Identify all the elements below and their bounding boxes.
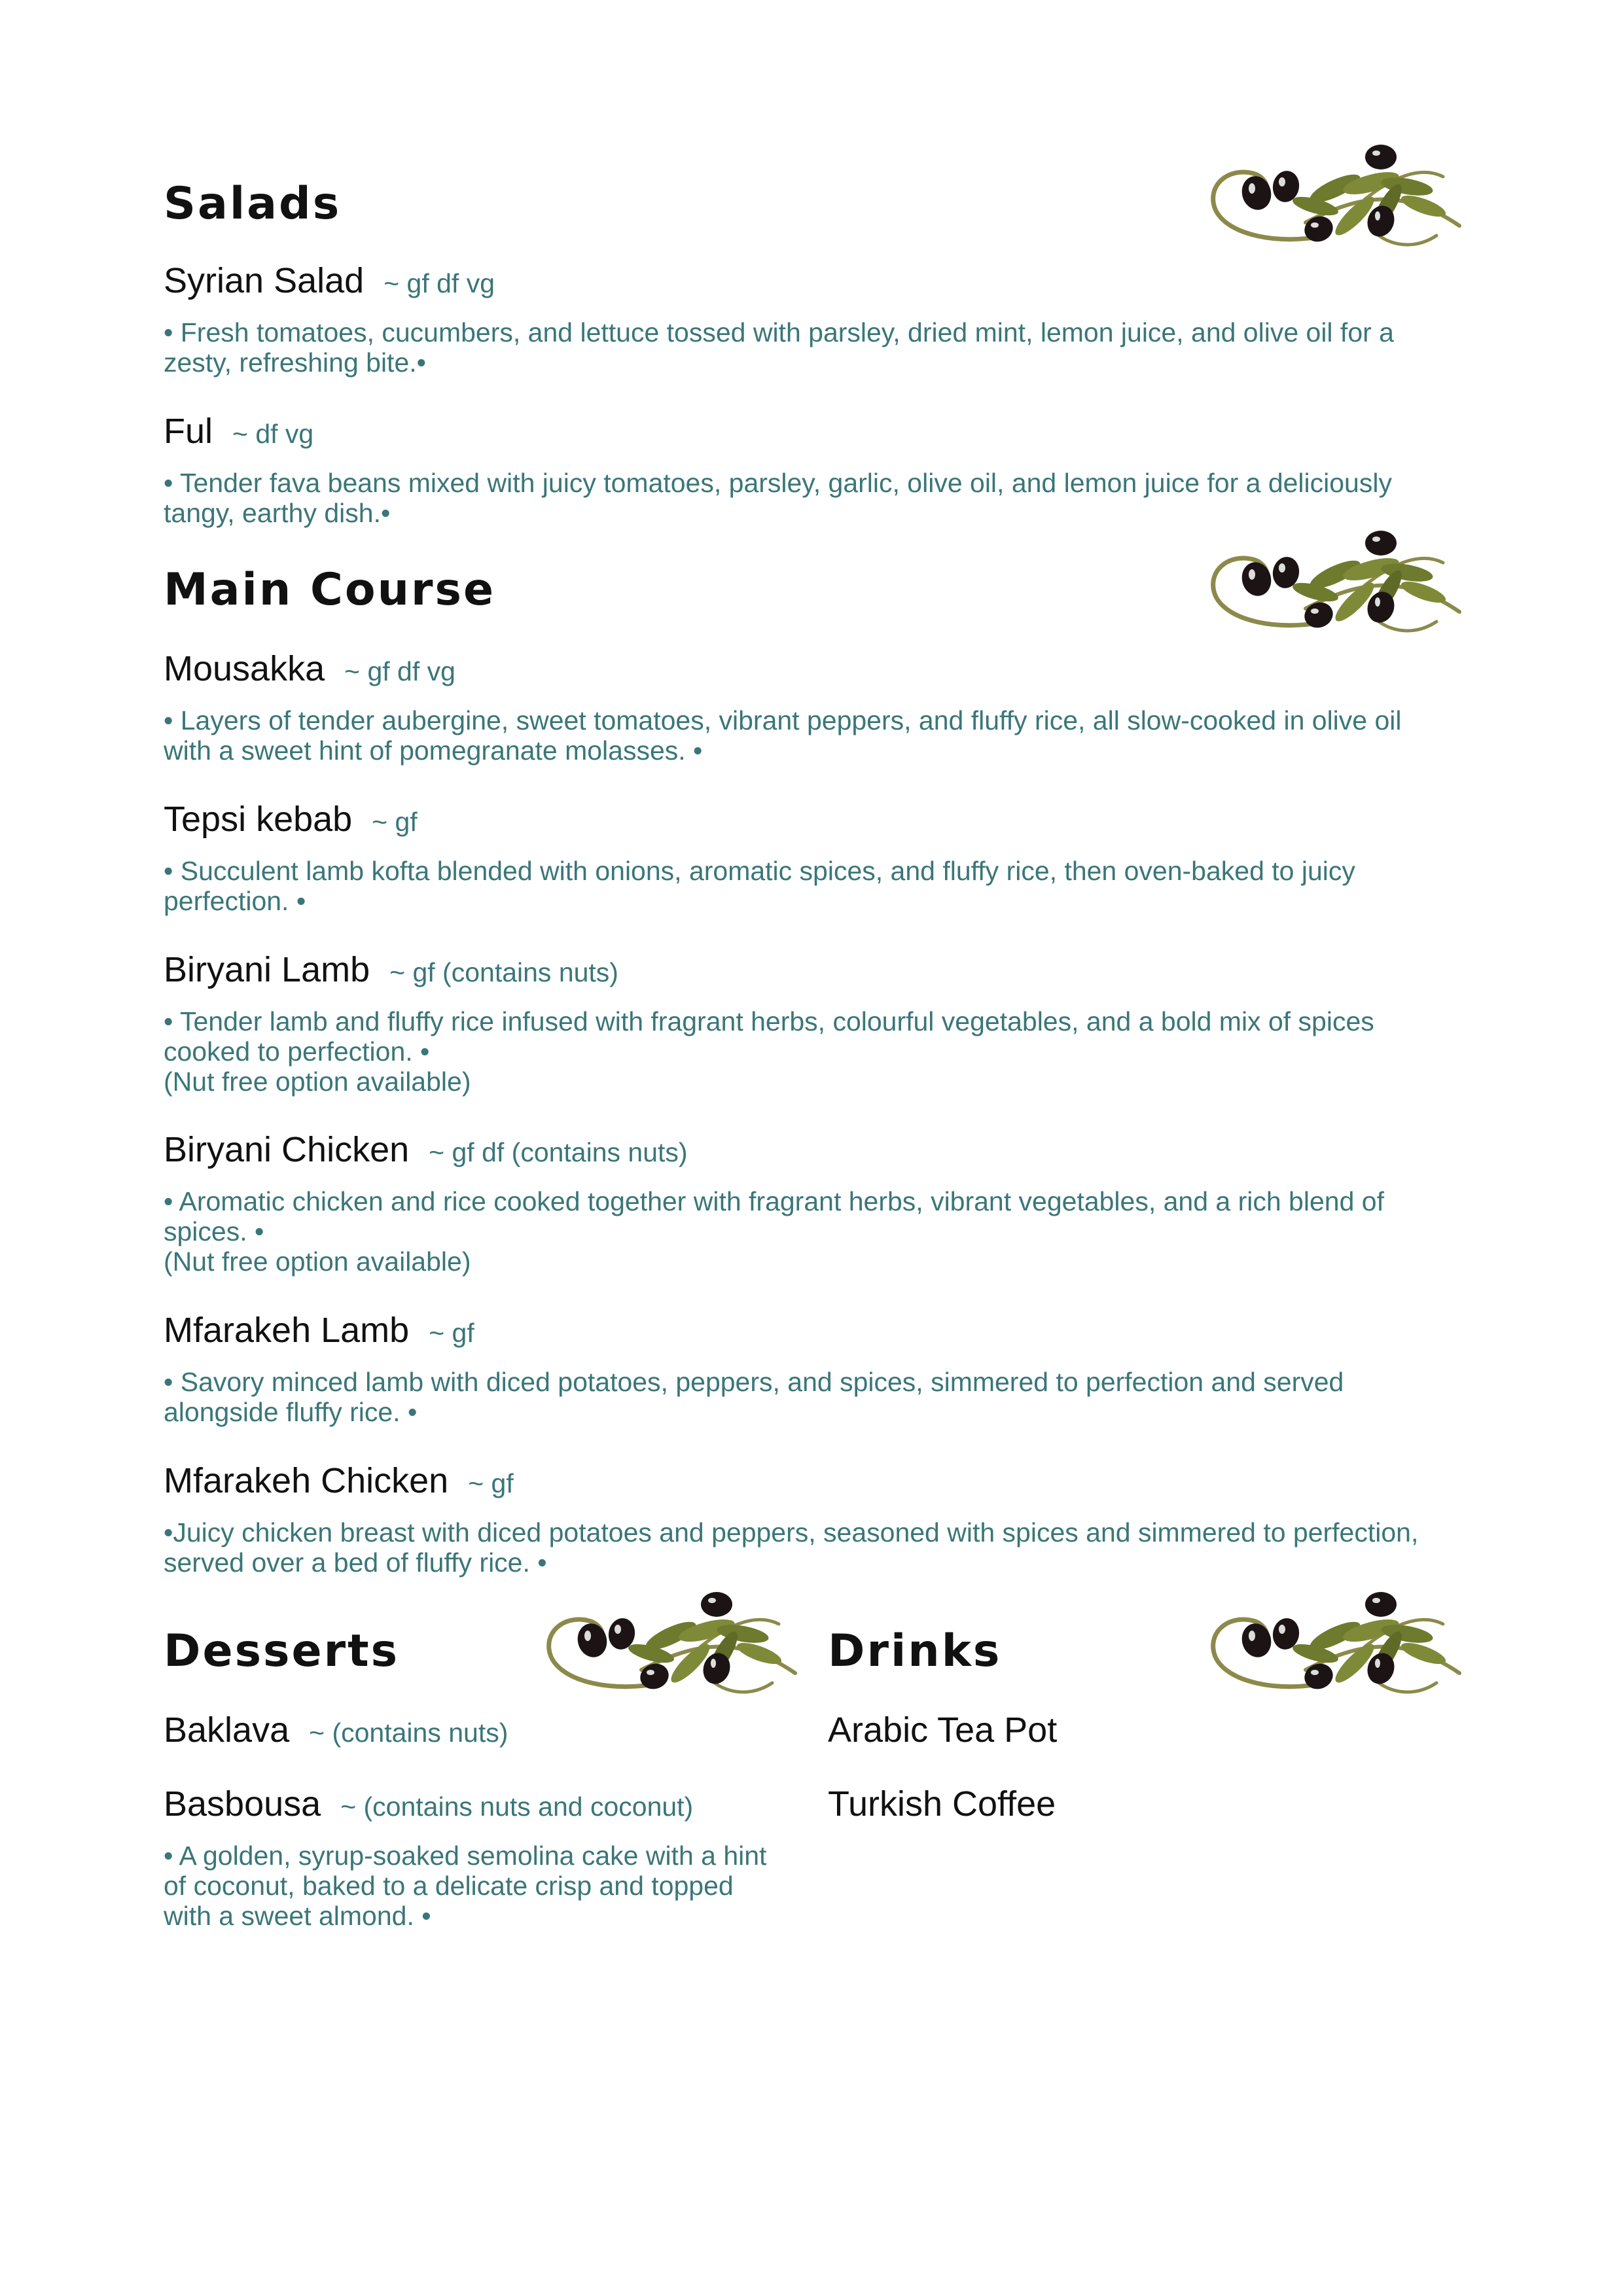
item-name: Ful xyxy=(164,412,213,451)
item-description: • Aromatic chicken and rice cooked together with fragrant herbs, vibrant vegetables, and a rich blend of spices. • (Nut free option available) xyxy=(164,1186,1384,1277)
menu-item-arabic-tea-pot xyxy=(828,1712,1057,1748)
item-description: •Juicy chicken breast with diced potatoes and peppers, seasoned with spices and simmered to perfection, served over a bed of fluffy rice. • xyxy=(164,1517,1419,1578)
item-name: Turkish Coffee xyxy=(828,1784,1056,1824)
olive-branch-icon xyxy=(1201,1585,1463,1696)
section-title-salads: Salads xyxy=(164,178,342,230)
item-description: • Tender fava beans mixed with juicy tomatoes, parsley, garlic, olive oil, and lemon juice for a deliciously tangy, earthy dish.• xyxy=(164,468,1392,528)
item-name: Tepsi kebab xyxy=(164,800,353,839)
menu-item-turkish-coffee xyxy=(828,1786,1056,1822)
item-dietary-tags: ~ (contains nuts) xyxy=(309,1718,508,1748)
item-name: Basbousa xyxy=(164,1784,321,1824)
menu-item-mousakka xyxy=(164,651,455,686)
item-name: Mfarakeh Chicken xyxy=(164,1461,449,1500)
item-dietary-tags: ~ gf df vg xyxy=(383,268,495,298)
menu-item-tepsi-kebab xyxy=(164,802,418,837)
item-name: Biryani Lamb xyxy=(164,950,370,989)
item-description: • A golden, syrup-soaked semolina cake with a hint of coconut, baked to a delicate crisp and topped with a sweet almond. • xyxy=(164,1841,767,1931)
item-dietary-tags: ~ (contains nuts and coconut) xyxy=(340,1792,694,1822)
item-dietary-tags: ~ gf (contains nuts) xyxy=(389,957,618,987)
item-name: Mousakka xyxy=(164,649,325,688)
menu-item-biryani-chicken xyxy=(164,1132,688,1167)
menu-item-ful xyxy=(164,414,313,449)
menu-item-baklava xyxy=(164,1712,508,1748)
item-name: Baklava xyxy=(164,1710,290,1750)
item-description: • Succulent lamb kofta blended with onions, aromatic spices, and fluffy rice, then oven-baked to juicy perfection. • xyxy=(164,856,1355,916)
item-description: • Savory minced lamb with diced potatoes, peppers, and spices, simmered to perfection and served alongside fluffy rice. • xyxy=(164,1367,1344,1427)
item-dietary-tags: ~ gf df vg xyxy=(344,656,455,686)
olive-branch-icon xyxy=(537,1585,798,1696)
item-name: Mfarakeh Lamb xyxy=(164,1311,410,1350)
section-title-main-course: Main Course xyxy=(164,564,496,616)
menu-item-mfarakeh-lamb xyxy=(164,1313,474,1348)
section-title-desserts: Desserts xyxy=(164,1625,400,1677)
item-dietary-tags: ~ gf xyxy=(372,807,418,837)
olive-branch-icon xyxy=(1201,523,1463,635)
item-dietary-tags: ~ gf df (contains nuts) xyxy=(429,1137,688,1167)
item-name: Arabic Tea Pot xyxy=(828,1710,1058,1750)
item-description: • Layers of tender aubergine, sweet tomatoes, vibrant peppers, and fluffy rice, all slow-cooked in olive oil with a sweet hint of pomegranate molasses. • xyxy=(164,705,1402,766)
item-name: Syrian Salad xyxy=(164,261,365,300)
menu-item-basbousa xyxy=(164,1786,693,1822)
item-dietary-tags: ~ gf xyxy=(468,1468,514,1498)
item-description: • Tender lamb and fluffy rice infused with fragrant herbs, colourful vegetables, and a bold mix of spices cooked to perfection. • (Nut free option available) xyxy=(164,1006,1374,1097)
item-dietary-tags: ~ df vg xyxy=(232,419,314,449)
item-description: • Fresh tomatoes, cucumbers, and lettuce tossed with parsley, dried mint, lemon juice, and olive oil for a zesty, refreshing bite.• xyxy=(164,317,1394,378)
item-name: Biryani Chicken xyxy=(164,1130,410,1169)
menu-item-biryani-lamb xyxy=(164,952,618,987)
menu-item-syrian-salad xyxy=(164,263,495,298)
item-dietary-tags: ~ gf xyxy=(429,1318,474,1348)
section-title-drinks: Drinks xyxy=(828,1625,1002,1677)
menu-item-mfarakeh-chicken xyxy=(164,1463,514,1498)
olive-branch-icon xyxy=(1201,137,1463,249)
